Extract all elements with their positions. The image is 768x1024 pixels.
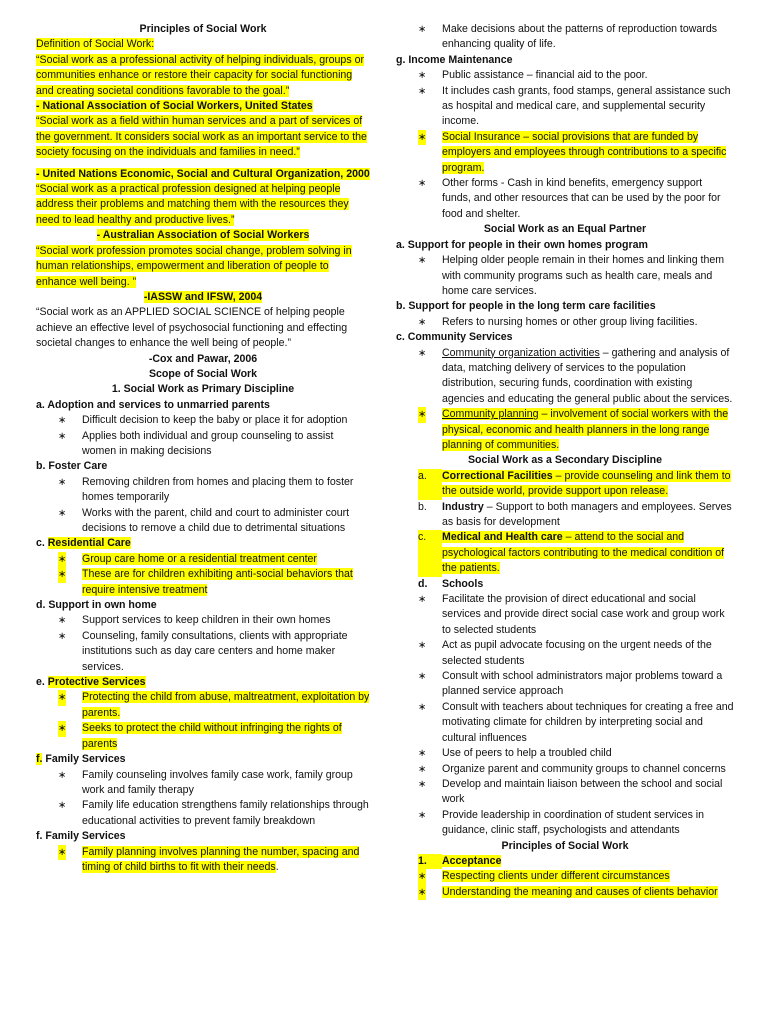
list-item: ∗ Community organization activities – gathering and analysis of data, matching delivery of services to the population distribution, securing funds, coordination with existing agencies and educating the general public about the services. <box>418 346 733 405</box>
list-item: c. Medical and Health care – attend to the social and psychological factors contributing to the medical condition of the patients. <box>396 530 734 576</box>
equal-partner-title: Social Work as an Equal Partner <box>483 223 647 236</box>
bullet-icon: ∗ <box>418 255 427 267</box>
list-g <box>396 68 734 222</box>
section-heading-b: b. Foster Care <box>36 460 108 473</box>
list-item: ∗ These are for children exhibiting anti-social behaviors that require intensive treatment <box>58 568 353 596</box>
bullet-icon: ∗ <box>58 615 67 627</box>
list-item: ∗ Understanding the meaning and causes of clients behavior <box>396 885 734 900</box>
source-4: -IASSW and IFSW, 2004 <box>143 290 263 303</box>
list-item: ∗ Group care home or a residential treatment center <box>36 552 370 567</box>
section-heading-g: g. Income Maintenance <box>396 53 513 66</box>
bullet-icon: ∗ <box>58 769 67 781</box>
list-item: ∗ Support services to keep children in their own homes <box>36 613 370 628</box>
left-column <box>36 22 370 875</box>
list-item: ∗ Other forms - Cash in kind benefits, emergency support funds, and other resources that can be used by the poor for food and shelter. <box>418 177 721 220</box>
bullet-icon: ∗ <box>418 347 427 359</box>
list-item: ∗ Removing children from homes and placing them to foster homes temporarily <box>58 475 354 504</box>
bullet-icon: ∗ <box>418 407 426 422</box>
list-item: ∗ Family life education strengthens family relationships through educational activities to prevent family breakdown <box>58 799 369 827</box>
bullet-icon: ∗ <box>418 778 427 790</box>
bullet-icon: ∗ <box>418 640 427 652</box>
list-item: ∗ Difficult decision to keep the baby or place it for adoption <box>36 413 370 428</box>
list-equal-a <box>396 253 734 299</box>
list-item: ∗ Community planning – involvement of social workers with the physical, economic and health planners in the long range planning of communities. <box>418 408 729 451</box>
section-heading-e: e. Protective Services <box>36 676 146 689</box>
list-item: ∗ Family counseling involves family case work, family group work and family therapy <box>58 768 353 796</box>
definition-1: “Social work as a professional activity of helping individuals, groups or communities enhance or restore their capacity for social functioning and creating societal conditions favorable to the goal.” <box>36 53 364 97</box>
bullet-icon: ∗ <box>58 567 66 582</box>
bullet-icon: ∗ <box>418 24 427 35</box>
list-item: ∗ Use of peers to help a troubled child <box>396 746 734 761</box>
bullet-icon: ∗ <box>58 430 67 442</box>
source-1: - National Association of Social Workers, United States <box>36 100 313 113</box>
secondary-discipline-title: Social Work as a Secondary Discipline <box>467 454 663 467</box>
section-heading-c: c. Residential Care <box>36 537 131 550</box>
list-equal-b <box>396 315 734 330</box>
bullet-icon: ∗ <box>418 130 426 145</box>
bullet-icon: ∗ <box>418 869 426 884</box>
list-e <box>36 690 370 752</box>
definition-5: “Social work as an APPLIED SOCIAL SCIENCE of helping people achieve an effective level of psychosocial functioning and effecting societal changes to enhance the well being of people.” <box>36 306 348 350</box>
section-heading-d: d. Support in own home <box>36 599 157 612</box>
list-item: ∗ Family planning involves planning the number, spacing and timing of child births to fit with their needs. <box>58 845 360 873</box>
definition-2: “Social work as a field within human services and a part of services of the government. It considers social work as an important service to the society focusing on the individuals and families in need.” <box>36 115 367 159</box>
list-item: ∗ Organize parent and community groups to channel concerns <box>396 762 734 777</box>
bullet-icon: ∗ <box>58 800 67 812</box>
list-item: ∗ Helping older people remain in their homes and linking them with community programs such as health care, meals and home care services. <box>418 254 725 297</box>
list-item: a. Correctional Facilities – provide counseling and link them to the outside world, provide support upon release. <box>396 469 734 500</box>
list-item: ∗ Seeks to protect the child without infringing the rights of parents <box>58 722 342 750</box>
bullet-icon: ∗ <box>58 552 66 567</box>
list-item: ∗ Respecting clients under different circumstances <box>396 869 734 884</box>
equal-heading-c: c. Community Services <box>396 331 513 344</box>
scope-title: Scope of Social Work <box>148 367 258 380</box>
right-column <box>396 22 734 900</box>
list-c <box>36 552 370 598</box>
list-community <box>396 346 734 454</box>
bullet-icon: ∗ <box>418 85 427 97</box>
bullet-icon: ∗ <box>58 630 67 642</box>
bullet-icon: ∗ <box>418 70 427 82</box>
list-item: ∗ Counseling, family consultations, clients with appropriate institutions such as day care centers and home maker services. <box>58 629 348 673</box>
bullet-icon: ∗ <box>418 178 427 190</box>
list-item: b. Industry – Support to both managers and employees. Serves as basis for development <box>418 500 732 528</box>
list-a <box>36 413 370 459</box>
list-item: ∗ Provide leadership in coordination of student services in guidance, clinic staff, psychologists and attendants <box>418 808 705 837</box>
equal-heading-a: a. Support for people in their own homes program <box>396 238 648 251</box>
definition-4: “Social work profession promotes social change, problem solving in human relationships, empowerment and liberation of people to enhance well being. ” <box>36 244 352 288</box>
list-item: ∗ Consult with school administrators major problems toward a planned service approach <box>418 670 723 698</box>
list-principles <box>396 869 734 900</box>
definition-3: “Social work as a practical profession designed at helping people address their problems and matching them with the resources they need to lead healthy and productive lives.” <box>36 183 349 226</box>
definition-heading: Definition of Social Work: <box>36 38 155 51</box>
bullet-icon: ∗ <box>58 845 66 860</box>
bullet-icon: ∗ <box>418 316 427 328</box>
list-b <box>36 475 370 537</box>
list-item: ∗ Protecting the child from abuse, maltreatment, exploitation by parents. <box>58 691 370 719</box>
principles-title: Principles of Social Work <box>501 839 629 852</box>
list-item: ∗ Social Insurance – social provisions that are funded by employers and employees through contributions to a specific program. <box>418 130 727 174</box>
list-item: ∗ Develop and maintain liaison between the school and social work <box>418 777 723 806</box>
section-heading-f2: f. Family Services <box>36 830 126 843</box>
list-item: ∗ It includes cash grants, food stamps, general assistance such as hospital and medical care, and supplemental security income. <box>418 84 731 128</box>
list-d <box>36 613 370 675</box>
section-heading-a: a. Adoption and services to unmarried parents <box>36 398 270 411</box>
bullet-icon: ∗ <box>418 763 427 775</box>
source-3: - Australian Association of Social Workers <box>96 229 310 242</box>
list-item: ∗ Make decisions about the patterns of reproduction towards enhancing quality of life. <box>418 23 718 51</box>
equal-heading-b: b. Support for people in the long term care facilities <box>396 300 656 313</box>
list-item: ∗ Refers to nursing homes or other group living facilities. <box>396 315 734 330</box>
bullet-icon: ∗ <box>418 701 427 713</box>
bullet-icon: ∗ <box>58 415 67 427</box>
bullet-icon: ∗ <box>418 748 427 760</box>
section-heading-f1: f. Family Services <box>36 753 126 766</box>
list-f2 <box>36 845 370 876</box>
list-item: ∗ Facilitate the provision of direct educational and social services and provide direct social case work and group work to selected students <box>418 593 725 636</box>
bullet-icon: ∗ <box>58 507 67 519</box>
bullet-icon: ∗ <box>418 594 427 606</box>
bullet-icon: ∗ <box>58 476 67 488</box>
bullet-icon: ∗ <box>58 721 66 736</box>
principle-heading: 1. Acceptance <box>396 854 734 869</box>
list-item: d. Schools <box>418 577 484 590</box>
list-item: ∗ Public assistance – financial aid to the poor. <box>396 68 734 83</box>
list-f1 <box>36 768 370 830</box>
bullet-icon: ∗ <box>58 690 66 705</box>
source-2: - United Nations Economic, Social and Cultural Organization, 2000 <box>36 167 370 180</box>
list-item: ∗ Applies both individual and group counseling to assist women in making decisions <box>58 429 334 457</box>
primary-discipline-title: 1. Social Work as Primary Discipline <box>111 383 295 396</box>
list-schools <box>396 592 734 839</box>
bullet-icon: ∗ <box>418 885 426 900</box>
source-5: -Cox and Pawar, 2006 <box>148 352 258 365</box>
list-f2-continued <box>396 22 734 53</box>
bullet-icon: ∗ <box>418 671 427 683</box>
list-item: ∗ Consult with teachers about techniques for creating a free and motivating climate for children by interpreting social and cultural influences <box>418 700 734 744</box>
list-item: ∗ Act as pupil advocate focusing on the urgent needs of the selected students <box>418 639 712 667</box>
bullet-icon: ∗ <box>418 809 427 821</box>
list-item: ∗ Works with the parent, child and court to administer court decisions to remove a child due to detrimental situations <box>58 506 350 534</box>
page-title: Principles of Social Work <box>139 23 267 35</box>
